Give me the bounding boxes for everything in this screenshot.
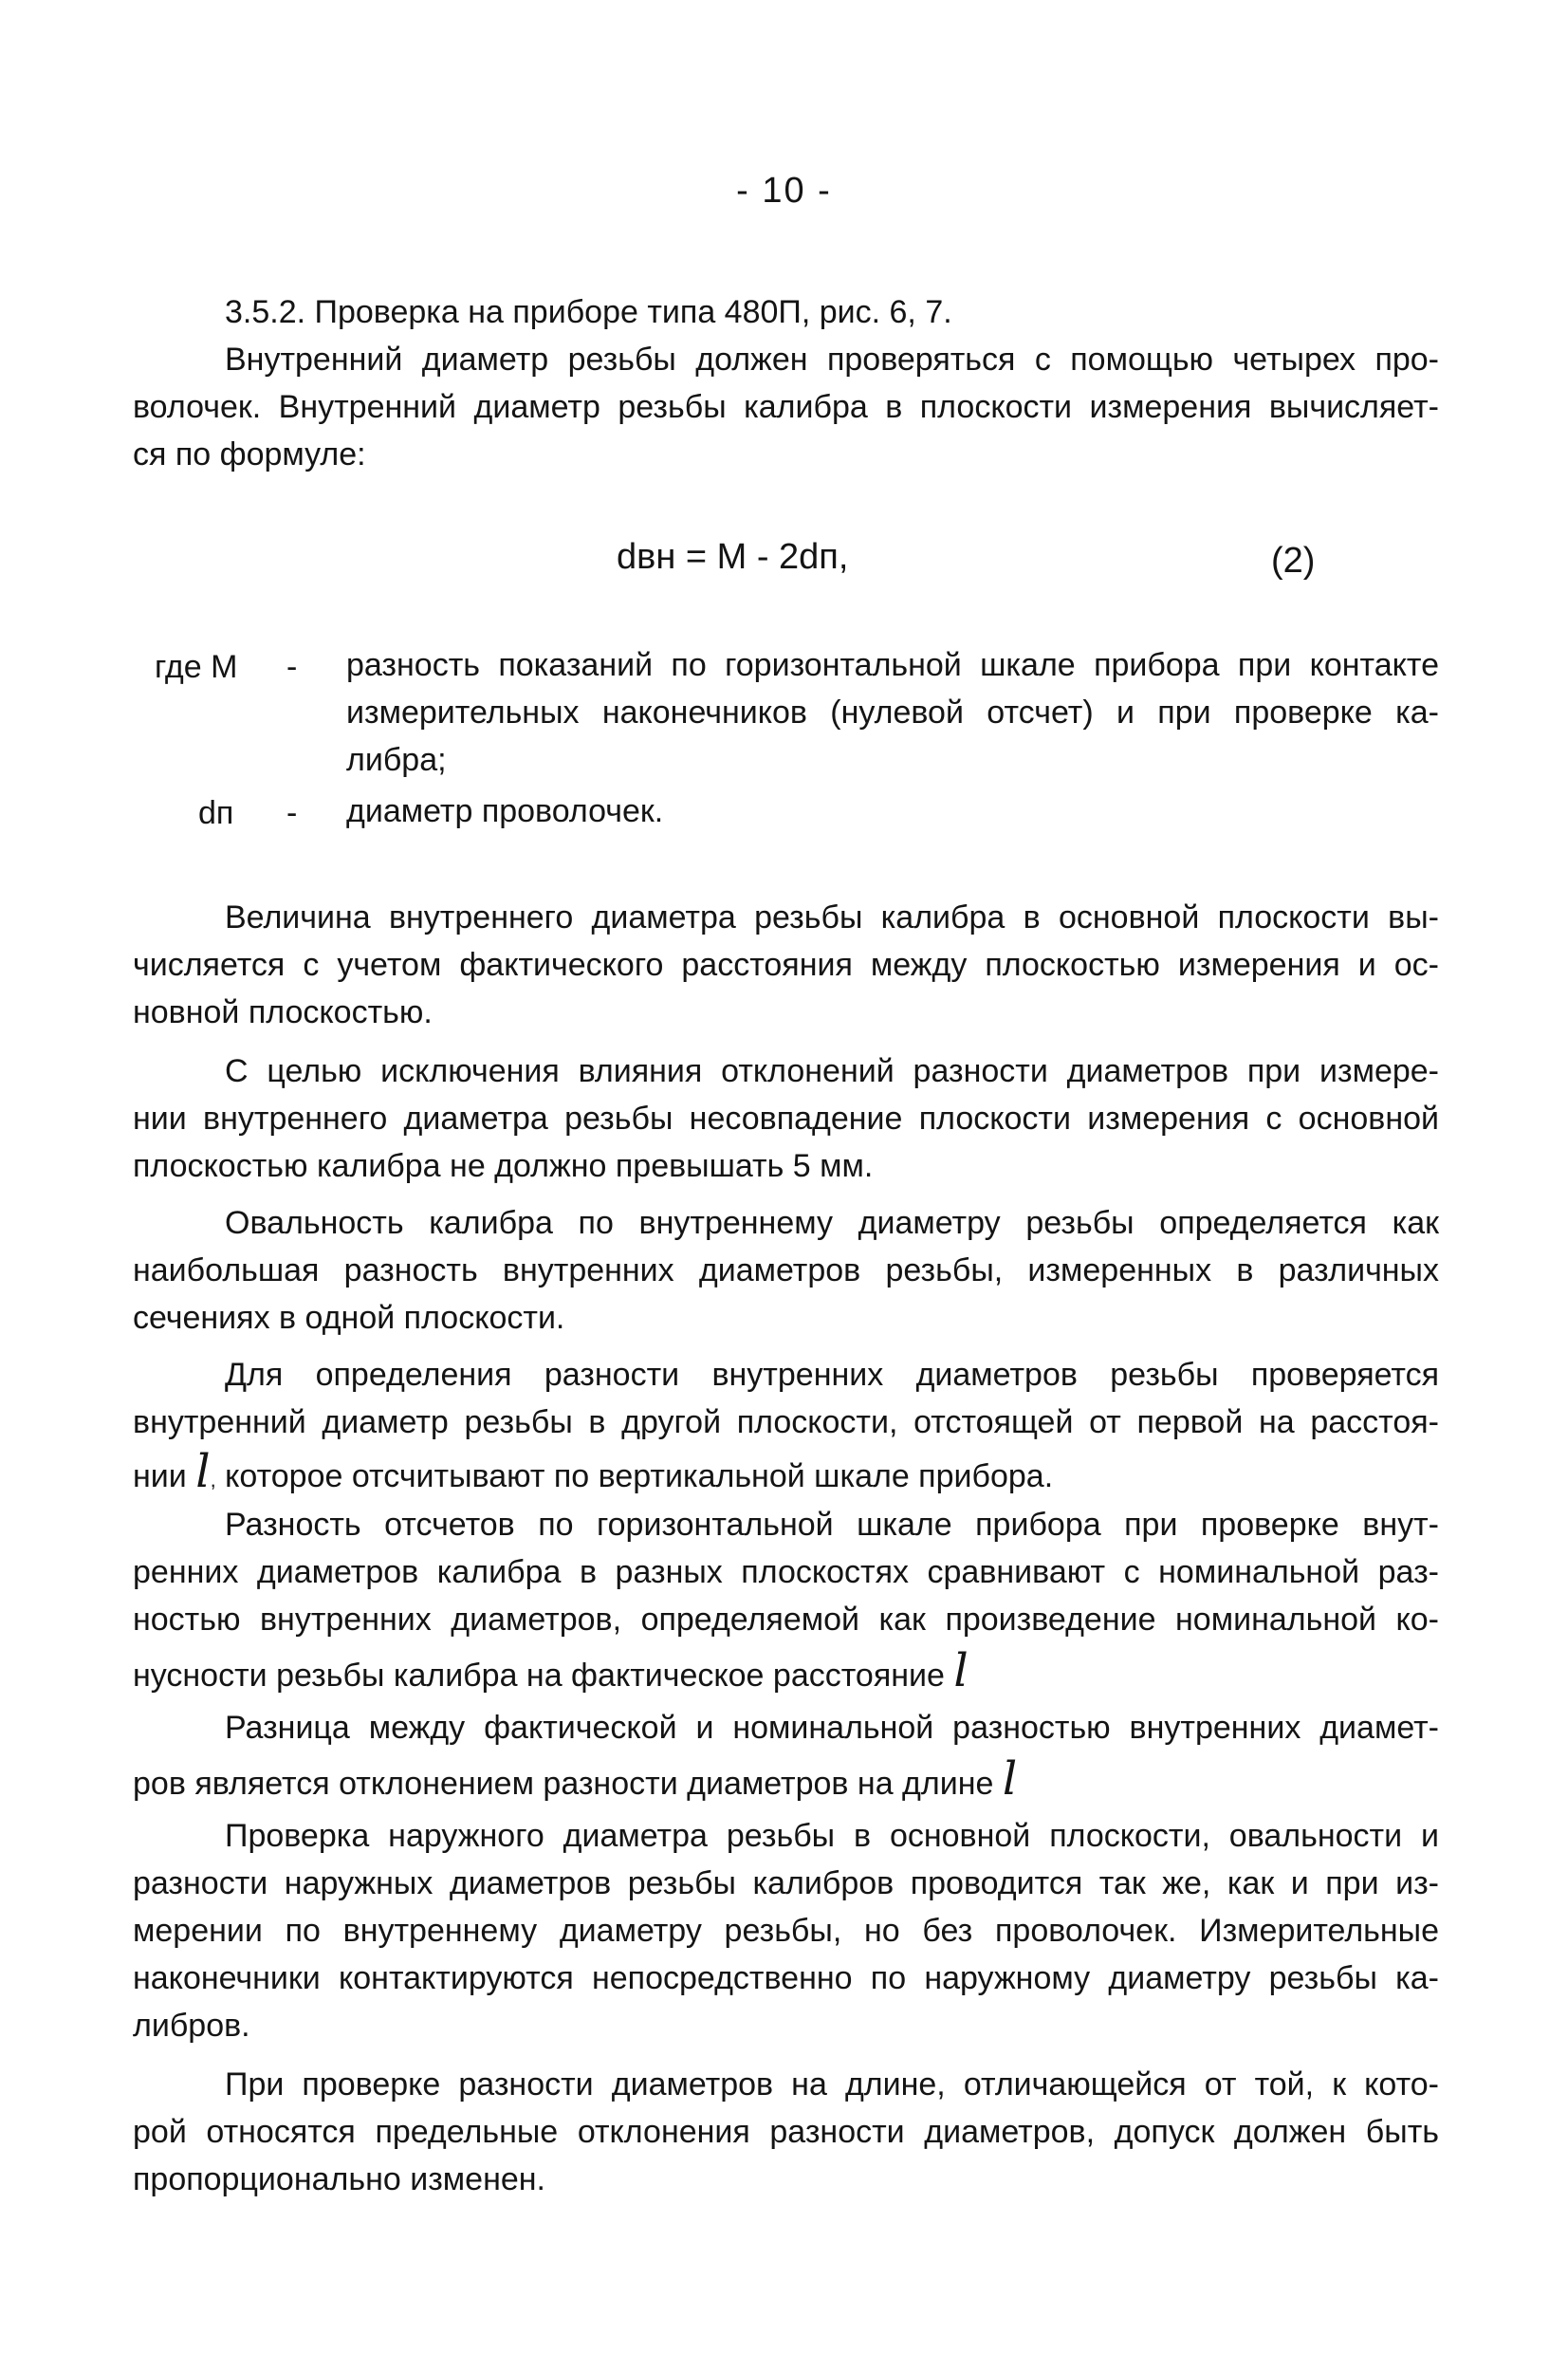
legend-text-line: диаметр проволочек. — [346, 793, 664, 829]
paragraph-line — [133, 1644, 968, 1697]
paragraph-line — [133, 1752, 1018, 1806]
paragraph-text: нии — [133, 1458, 196, 1494]
paragraph-line: разности наружных диаметров резьбы калибров проводится так же, как и при из- — [133, 1865, 1439, 1901]
paragraph-line: сечениях в одной плоскости. — [133, 1300, 565, 1336]
length-symbol: l — [953, 1644, 968, 1697]
paragraph-text: ров является отклонением разности диаметров на длине — [133, 1766, 1003, 1802]
paragraph-line: рой относятся предельные отклонения разности диаметров, допуск должен быть — [133, 2114, 1439, 2150]
paragraph-line: внутренний диаметр резьбы в другой плоскости, отстоящей от первой на расстоя- — [133, 1404, 1439, 1440]
paragraph-line: наконечники контактируются непосредственно по наружному диаметру резьбы ка- — [133, 1960, 1439, 1996]
intro-line: Внутренний диаметр резьбы должен проверяться с помощью четырех про- — [225, 342, 1439, 378]
paragraph-line: новной плоскостью. — [133, 994, 433, 1030]
paragraph-line: нии внутреннего диаметра резьбы несовпадение плоскости измерения с основной — [133, 1101, 1439, 1137]
paragraph-line: Овальность калибра по внутреннему диаметру резьбы определяется как — [225, 1205, 1439, 1241]
legend-dash: - — [286, 649, 298, 685]
intro-line: волочек. Внутренний диаметр резьбы калибра в плоскости измерения вычисляет- — [133, 389, 1439, 425]
length-symbol-sub: , — [210, 1468, 216, 1491]
legend-dash: - — [286, 795, 298, 831]
paragraph-line: Величина внутреннего диаметра резьбы калибра в основной плоскости вы- — [225, 899, 1439, 936]
formula-number: (2) — [1271, 541, 1316, 581]
paragraph-line: Для определения разности внутренних диаметров резьбы проверяется — [225, 1357, 1439, 1393]
intro-line: ся по формуле: — [133, 436, 366, 472]
legend-text-line: измерительных наконечников (нулевой отсчет) и при проверке ка- — [346, 695, 1439, 731]
paragraph-line: При проверке разности диаметров на длине, отличающейся от той, к кото- — [225, 2066, 1439, 2103]
length-symbol: l — [1002, 1752, 1018, 1806]
paragraph-line: ностью внутренних диаметров, определяемой как произведение номинальной ко- — [133, 1602, 1439, 1638]
length-symbol: l — [195, 1445, 211, 1498]
legend-symbol: dп — [198, 795, 234, 831]
legend-text-line: разность показаний по горизонтальной шкале прибора при контакте — [346, 647, 1439, 683]
paragraph-text: которое отсчитывают по вертикальной шкале прибора. — [215, 1458, 1054, 1494]
legend-symbol: где М — [155, 649, 238, 685]
paragraph-line: либров. — [133, 2008, 250, 2044]
section-heading: 3.5.2. Проверка на приборе типа 480П, рис. 6, 7. — [225, 294, 952, 330]
paragraph-line: ренних диаметров калибра в разных плоскостях сравнивают с номинальной раз- — [133, 1554, 1439, 1590]
paragraph-line: Разница между фактической и номинальной разностью внутренних диамет- — [225, 1710, 1439, 1746]
paragraph-line: С целью исключения влияния отклонений разности диаметров при измере- — [225, 1053, 1439, 1089]
paragraph-line: Разность отсчетов по горизонтальной шкале прибора при проверке внут- — [225, 1507, 1439, 1543]
paragraph-line: мерении по внутреннему диаметру резьбы, но без проволочек. Измерительные — [133, 1913, 1439, 1949]
paragraph-line: Проверка наружного диаметра резьбы в основной плоскости, овальности и — [225, 1818, 1439, 1854]
formula-expression: dвн = М - 2dп, — [617, 537, 849, 577]
paragraph-line — [133, 1445, 1054, 1498]
legend-text-line: либра; — [346, 742, 447, 778]
paragraph-line: числяется с учетом фактического расстояния между плоскостью измерения и ос- — [133, 947, 1439, 983]
paragraph-line: плоскостью калибра не должно превышать 5 мм. — [133, 1148, 874, 1184]
paragraph-text: нусности резьбы калибра на фактическое расстояние — [133, 1658, 954, 1694]
paragraph-line: наибольшая разность внутренних диаметров резьбы, измеренных в различных — [133, 1252, 1439, 1288]
page-number: - 10 - — [736, 171, 832, 211]
paragraph-line: пропорционально изменен. — [133, 2161, 545, 2197]
